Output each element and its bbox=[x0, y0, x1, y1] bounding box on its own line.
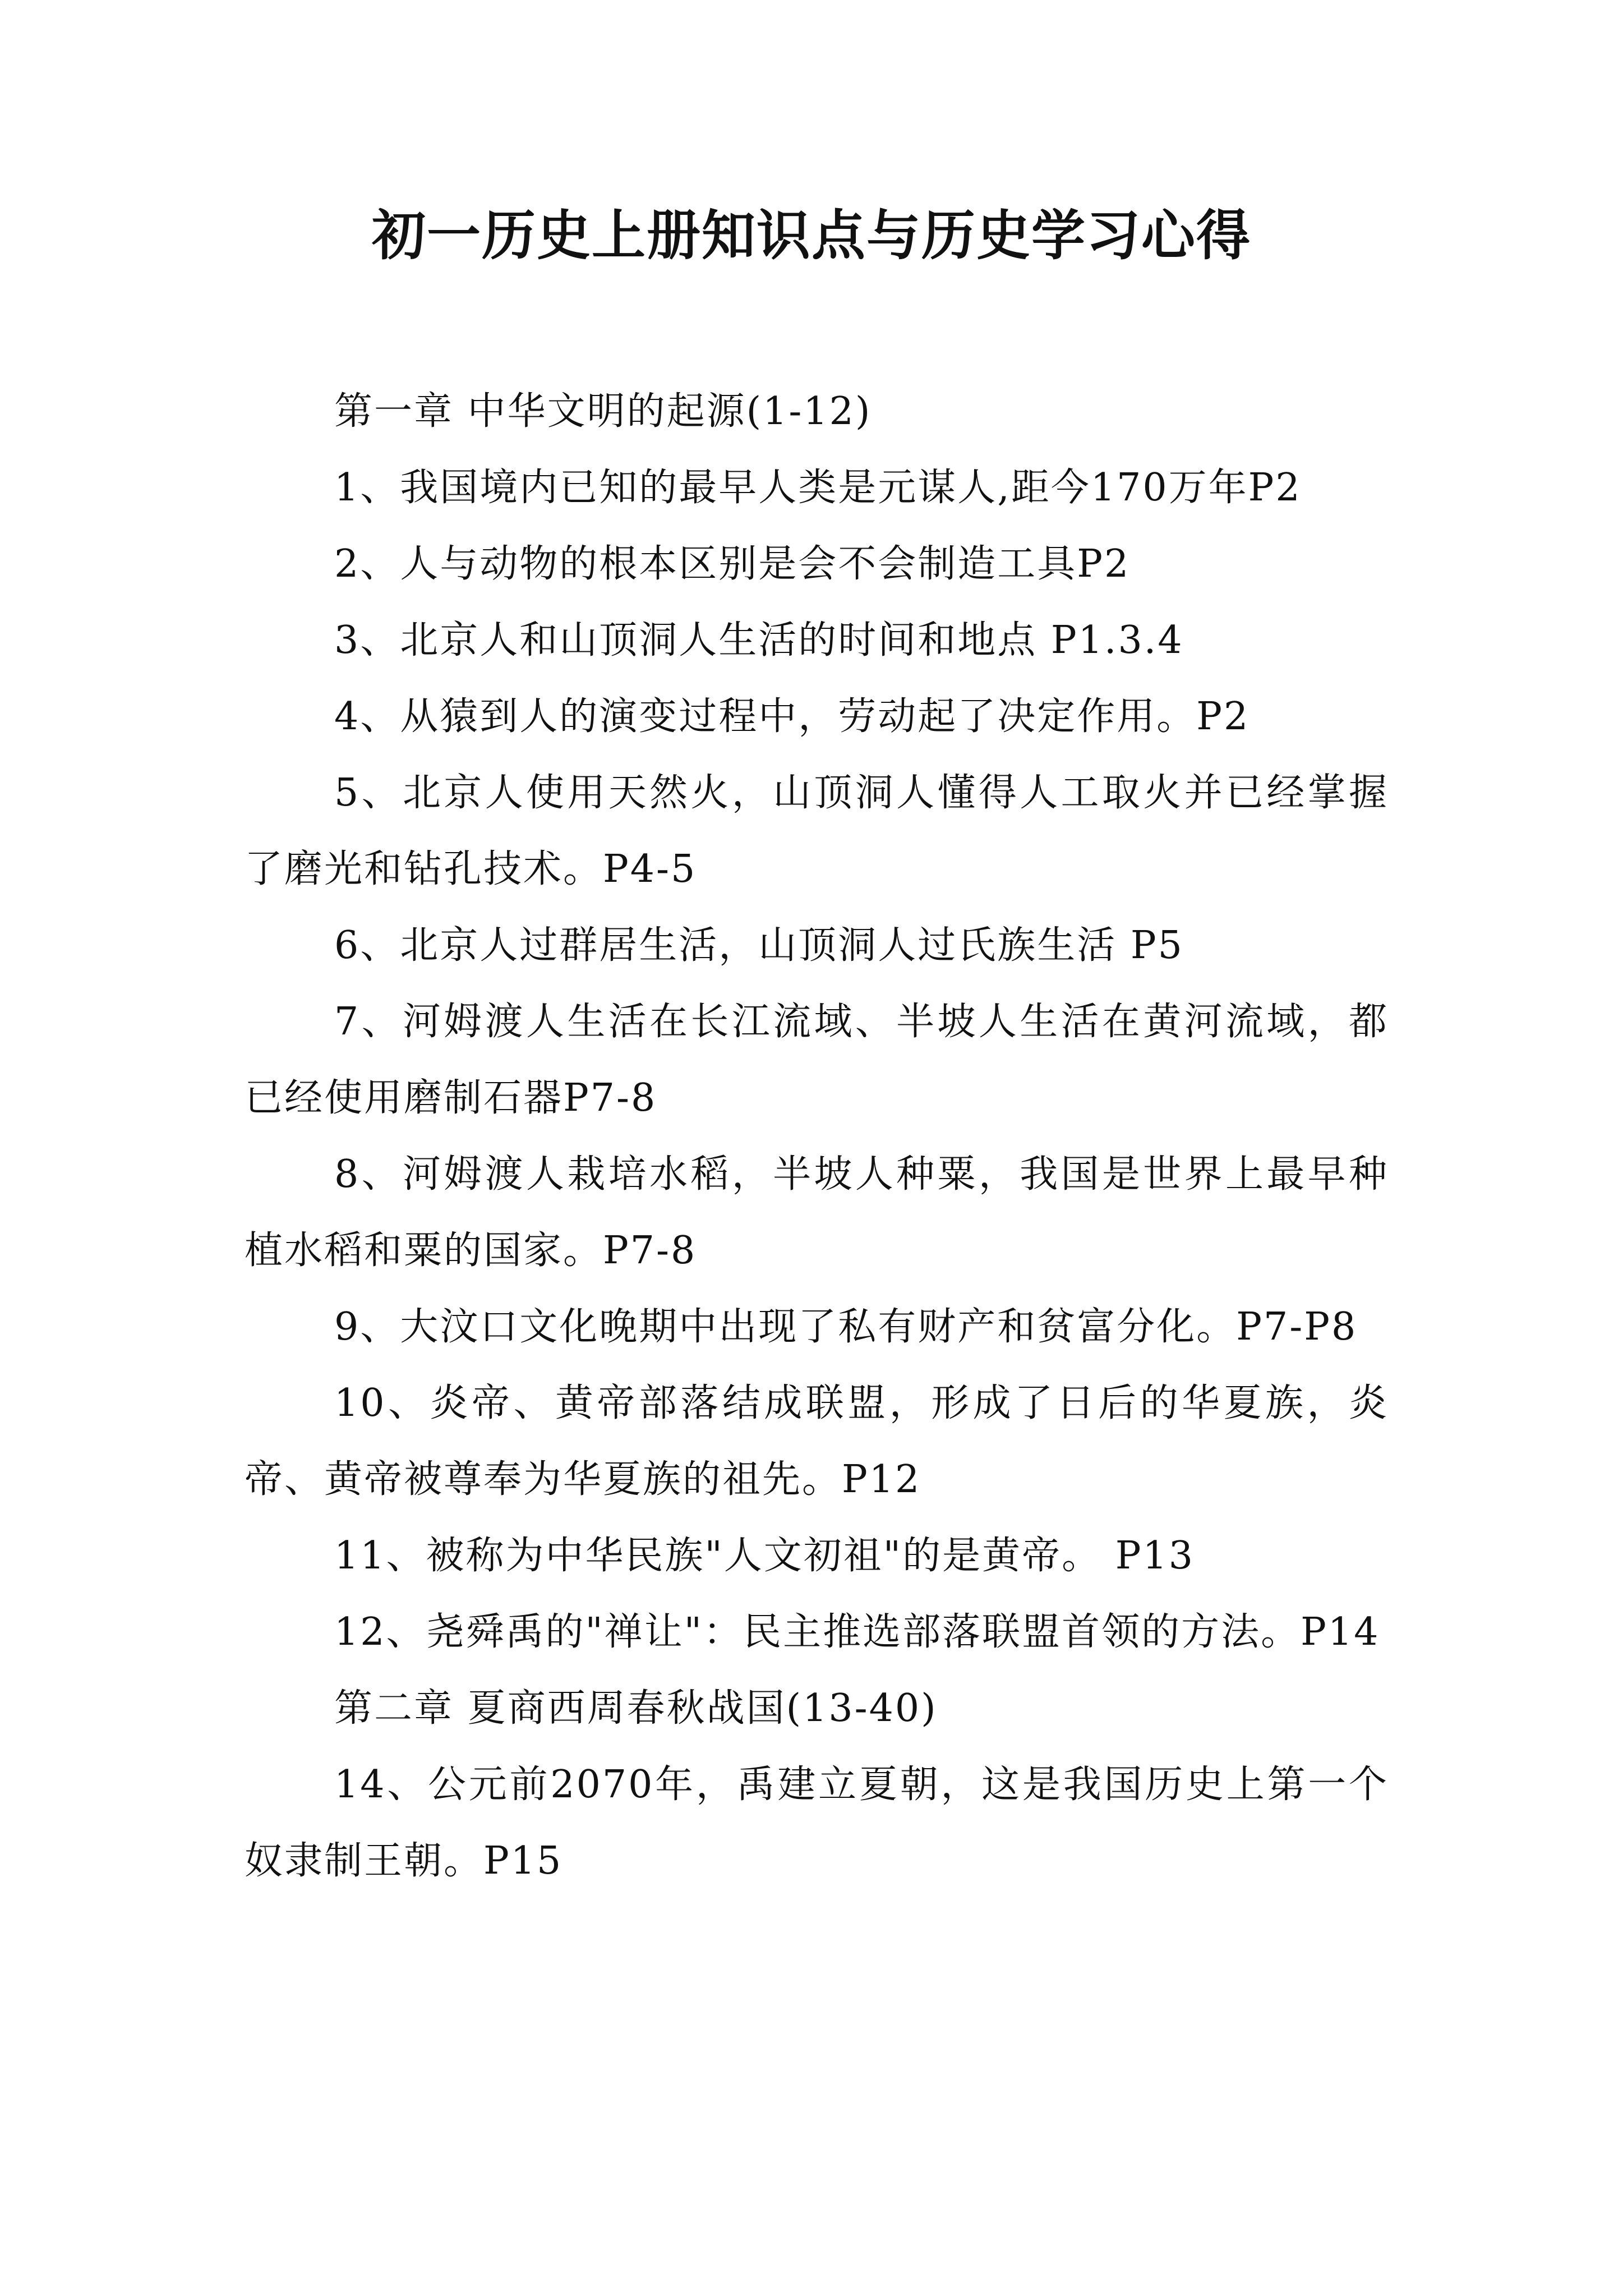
paragraph: 5、北京人使用天然火，山顶洞人懂得人工取火并已经掌握了磨光和钻孔技术。P4-5 bbox=[245, 771, 1389, 891]
paragraph: 9、大汶口文化晚期中出现了私有财产和贫富分化。P7-P8 bbox=[334, 1305, 1358, 1349]
paragraph: 11、被称为中华民族"人文初祖"的是黄帝。 P13 bbox=[334, 1534, 1195, 1578]
paragraph: 1、我国境内已知的最早人类是元谋人,距今170万年P2 bbox=[334, 466, 1302, 510]
paragraph: 10、炎帝、黄帝部落结成联盟，形成了日后的华夏族，炎帝、黄帝被尊奉为华夏族的祖先。P12 bbox=[245, 1381, 1389, 1502]
document-body bbox=[245, 374, 1389, 1899]
paragraph: 8、河姆渡人栽培水稻，半坡人种粟，我国是世界上最早种植水稻和粟的国家。P7-8 bbox=[245, 1152, 1389, 1273]
paragraph: 3、北京人和山顶洞人生活的时间和地点 P1.3.4 bbox=[334, 618, 1184, 662]
chapter-heading: 第二章 夏商西周春秋战国(13-40) bbox=[334, 1686, 938, 1731]
paragraph: 6、北京人过群居生活，山顶洞人过氏族生活 P5 bbox=[334, 923, 1184, 968]
paragraph: 2、人与动物的根本区别是会不会制造工具P2 bbox=[334, 542, 1131, 586]
paragraph: 4、从猿到人的演变过程中，劳动起了决定作用。P2 bbox=[334, 694, 1250, 739]
paragraph: 14、公元前2070年，禹建立夏朝，这是我国历史上第一个奴隶制王朝。P15 bbox=[245, 1763, 1389, 1883]
chapter-heading: 第一章 中华文明的起源(1-12) bbox=[334, 389, 872, 434]
paragraph: 12、尧舜禹的"禅让"：民主推选部落联盟首领的方法。P14 bbox=[334, 1610, 1380, 1654]
paragraph: 7、河姆渡人生活在长江流域、半坡人生活在黄河流域，都已经使用磨制石器P7-8 bbox=[245, 1000, 1389, 1120]
document-title: 初一历史上册知识点与历史学习心得 bbox=[372, 204, 1251, 267]
